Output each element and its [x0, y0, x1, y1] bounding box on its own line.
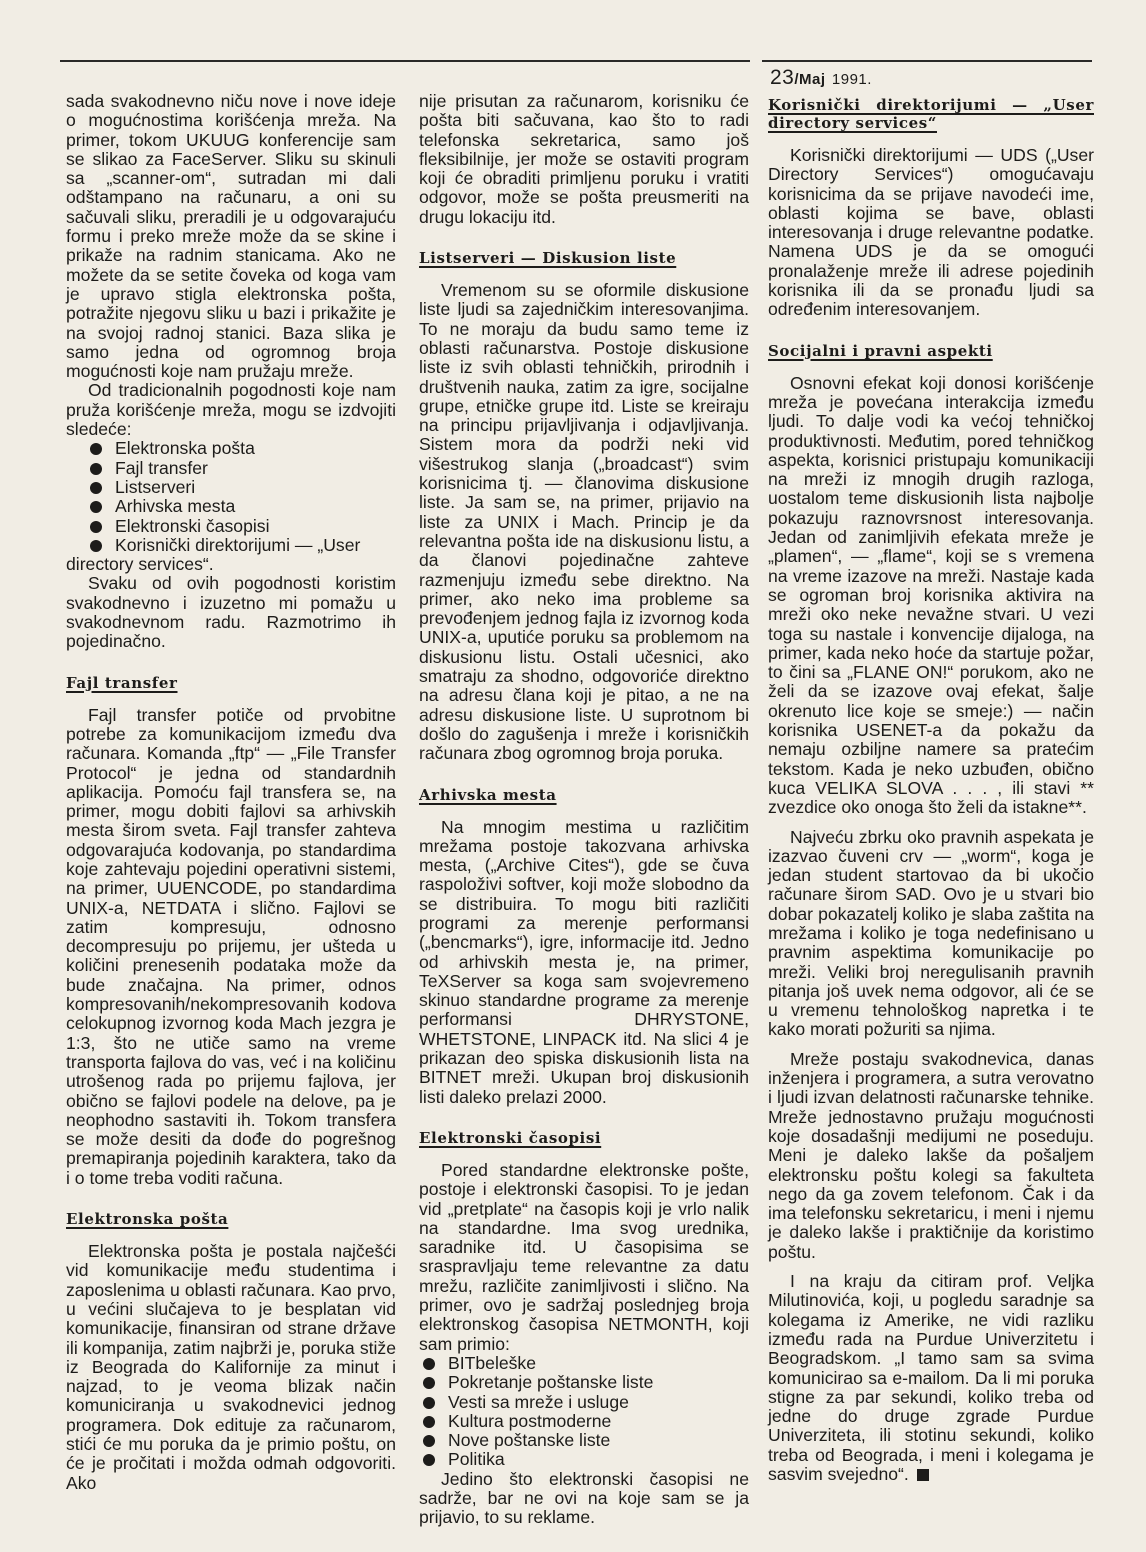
list-item: Elektronski časopisi: [88, 517, 396, 536]
section-heading-fajl-transfer: Fajl transfer: [66, 673, 178, 692]
column-1: [66, 92, 396, 1493]
section-heading-elektronska-posta: Elektronska pošta: [66, 1210, 229, 1229]
list-item: Arhivska mesta: [88, 497, 396, 516]
list-item: Nove poštanske liste: [421, 1431, 749, 1450]
section-heading-socijalni-i-pravni-aspekti: Socijalni i pravni aspekti: [768, 341, 993, 360]
page-month: /Maj: [794, 71, 826, 88]
paragraph: Jedino što elektronski časopisi ne sadrže, bar ne ovi na koje sam se ja prijavio, to su reklame.: [419, 1468, 749, 1528]
page-number: 23: [770, 66, 795, 89]
list-item: Elektronska pošta: [88, 439, 396, 458]
section-heading-arhivska-mesta: Arhivska mesta: [419, 785, 557, 804]
end-of-article-mark: [917, 1469, 929, 1481]
list-item: Politika: [421, 1450, 749, 1469]
top-rule-left: [60, 60, 750, 62]
paragraph: Elektronska pošta je postala najčešći vid komunikacije među studentima i zaposlenima u oblasti računara. Kao prvo, u većini slučajeva to je besplatan vid komunikacije, finansiran od strane države ili kompanija, zatim najbrži je, poruka stiže iz Beograda do Kalifornije za minut i najzad, to je veoma blizak način komuniciranja u svakodnevici jednog programera. Dok edituje za računarom, stići će mu poruka da je primio poštu, on će je pročitati i možda odmah odgovoriti. Ako: [66, 1241, 396, 1493]
paragraph: Korisnički direktorijumi — UDS („User Directory Services“) omogućavaju korisnicima da se prijave navodeći ime, oblasti kojima se bave, oblasti interesovanja i druge relevantne podatke. Namena UDS je da se omogući pronalaženje mreže ili adrese pojedinih korisnika ili da se pronađu ljudi sa određenim interesovanjem.: [768, 145, 1094, 320]
section-heading-elektronski-casopisi: Elektronski časopisi: [419, 1128, 602, 1147]
bullet-list: [419, 1354, 749, 1470]
list-item: Pokretanje poštanske liste: [421, 1373, 749, 1392]
paragraph: Svaku od ovih pogodnosti koristim svakodnevno i izuzetno mi pomažu u svakodnevnom radu. Razmotrimo ih pojedinačno.: [66, 573, 396, 652]
list-item: BITbeleške: [421, 1354, 749, 1373]
paragraph: Pored standardne elektronske pošte, postoje i elektronski časopisi. To je jedan vid „pretplate“ na časopis koji je vrlo nalik na standardne. Ima svog urednika, saradnike itd. U časopisima se sraspravljaju teme relevantne za datu mrežu, različite zanimljivosti i slično. Na primer, ovo je sadržaj poslednjeg broja elektronskog časopisa NETMONTH, koji sam primio:: [419, 1159, 749, 1354]
top-rule-right: [762, 60, 1092, 62]
paragraph: Na mnogim mestima u različitim mrežama postoje takozvana arhivska mesta, („Archive Cites“), gde se čuva raspoloživi softver, koji može slobodno da se distribuira. To mogu biti različiti programi za merenje performansi („bencmarks“), igre, informacije itd. Jedno od arhivskih mesta je, na primer, TeXServer sa koga sam svojevremeno skinuo standardne programe za merenje performansi DHRYSTONE, WHETSTONE, LINPACK itd. Na slici 4 je prikazan deo spiska diskusionih lista na BITNET mreži. Ukupan broj diskusionih listi daleko prelazi 2000.: [419, 816, 749, 1107]
list-item: Listserveri: [88, 478, 396, 497]
paragraph: [768, 1272, 1094, 1484]
column-3: [768, 92, 1094, 1484]
paragraph-text: I na kraju da citiram prof. Veljka Milutinovića, koji, u pogledu saradnje sa kolegama iz Amerike, ne vidi razliku između rada na Purdue Univerzitetu i Beogradskom. „I tamo sam sa svima komunicirao sa e-mailom. Da li mi poruka stigne za par sekundi, koliko treba od jedne do druge zgrade Purdue Univerziteta, ili stotinu sekundi, koliko treba od Beograda, i meni i kolegama je sasvim svejedno“.: [768, 1271, 1094, 1484]
section-heading-korisnicki-direktorijumi: Korisnički direktorijumi — „User directory services“: [768, 96, 1094, 132]
list-item: Fajl transfer: [88, 459, 396, 478]
list-item: Kultura postmoderne: [421, 1412, 749, 1431]
bullet-list: [66, 439, 396, 555]
paragraph: Najveću zbrku oko pravnih aspekata je izazvao čuveni crv — „worm“, koga je jedan student startovao da bi ukočio računare širom SAD. Ovo je u stvari bio dobar pokazatelj koliko je slaba zaštita na mrežama i koliko je toga nedefinisano u pravnim aspektima komunikacije po mreži. Veliki broj neregulisanih pravnih pitanja još uvek nema odgovor, ali će se u vremenu tehnološkog napretka i te kako morati požuriti sa njima.: [768, 826, 1094, 1040]
paragraph: Vremenom su se oformile diskusione liste ljudi sa zajedničkim interesovanjima. To ne moraju da budu samo teme iz oblasti računarstva. Postoje diskusione liste iz svih oblasti tehničkih, prirodnih i društvenih nauka, zatim za igre, socijalne grupe, etničke grupe itd. Liste se kreiraju na principu prijavljivanja i odjavljivanja. Sistem mora da podrži neki vid višestrukog slanja („broadcast“) svim korisnicima tj. — članovima diskusione liste. Ja sam se, na primer, prijavio na liste za UNIX i Mach. Princip je da relevantna pošta ide na diskusionu listu, a da članovi pojedinačne zahteve razmenjuju između sebe direktno. Na primer, ako neko ima probleme sa prevođenjem jednog fajla iz izvornog koda UNIX-a, uputiće poruku sa problemom na diskusionu listu. Ostali učesnici, ako smatraju za shodno, odgovoriće direktno na adresu člana koji je pitao, a ne na adresu diskusione liste. U suprotnom bi došlo do zagušenja i mreže i korisničkih računara zbog ogromnog broja poruka.: [419, 280, 749, 764]
section-heading-listserveri: Listserveri — Diskusion liste: [419, 249, 677, 268]
column-2: [419, 92, 749, 1528]
list-item: Vesti sa mreže i usluge: [421, 1393, 749, 1412]
paragraph: nije prisutan za računarom, korisniku će pošta biti sačuvana, kao što to radi telefonska sekretarica, samo još fleksibilnije, jer može se ostaviti program koji će obraditi primljenu poruku i vratiti odgovor, može se pošta preusmeriti na drugu lokaciju itd.: [419, 91, 749, 227]
paragraph: directory services“.: [66, 554, 214, 575]
page-header: [770, 66, 872, 90]
list-item: Korisnički direktorijumi — „User: [88, 536, 396, 555]
paragraph: sada svakodnevno niču nove i nove ideje o mogućnostima korišćenja mreža. Na primer, tokom UKUUG konferencije sam se slikao za FaceServer. Sliku su skinuli sa „scanner-om“, sutradan mi dali odštampano na računaru, a oni su sačuvali sliku, preradili je u odgovarajuću formu i preko mreže može da se skine i prikaže na radnim stanicama. Ako ne možete da se setite čoveka od koga vam je upravo stigla elektronska pošta, potražite njegovu sliku u bazi i prikažite je na svojoj radnoj stanici. Baza slika je samo jedna od ogromnog broja mogućnosti koje nam pružaju mreže.: [66, 91, 396, 382]
paragraph: Fajl transfer potiče od prvobitne potrebe za komunikacijom između dva računara. Komanda „ftp“ — „File Transfer Protocol“ je jedna od standardnih aplikacija. Pomoću fajl transfera se, na primer, mogu dobiti fajlovi sa arhivskih mesta širom sveta. Fajl transfer zahteva odgovarajuća kodovanja, po standardima koje zahtevaju pojedini operativni sistemi, na primer, UUENCODE, po standardima UNIX-a, NETDATA i slično. Fajlovi se zatim kompresuju, odnosno decompresuju po prijemu, jer ušteda u količini prenesenih podataka može da bude značajna. Na primer, odnos kompresovanih/nekompresovanih kodova celokupnog izvornog koda Mach jezgra je 1:3, što ne utiče samo na vreme transporta fajlova do vas, već i na količinu utrošenog rada po prijemu fajlova, jer obično se fajlovi podele na delove, pa je neophodno sastaviti ih. Tokom transfera se može desiti da dođe do pogrešnog premapiranja pojedinih karaktera, tako da i o tome treba voditi računa.: [66, 704, 396, 1188]
page-year: 1991.: [831, 71, 872, 88]
paragraph: Osnovni efekat koji donosi korišćenje mreža je povećana interakcija između ljudi. To dalje vodi ka većoj tehničkoj produktivnosti. Međutim, pored tehničkog aspekta, korisnici pristupaju komunikaciji na mreži iz mnogih drugih razloga, uostalom teme diskusionih lista najbolje pokazuju raznovrsnost interesovanja. Jedan od zanimljivih efekata mreže je „plamen“, — „flame“, koji se s vremena na vreme izazove na mreži. Nastaje kada se ogroman broj korisnika aktivira na mreži oko neke nevažne stvari. U vezi toga su nastale i konvencije dijaloga, na primer, kada neko hoće da startuje požar, to čini sa „FLANE ON!“ porukom, ako ne želi da se izazove ovaj efekat, šalje okrenuto lice koje se smeje:) — način korisnika USENET-a da pokažu da nemaju ozbiljne namere sa pratećim tekstom. Kada je neko uzbuđen, obično kuca VELIKA SLOVA . . . , ili stavi ** zvezdice oko onoga što želi da istakne**.: [768, 372, 1094, 818]
paragraph: Od tradicionalnih pogodnosti koje nam pruža korišćenje mreža, mogu se izdvojiti sledeće:: [66, 380, 396, 440]
paragraph: Mreže postaju svakodnevica, danas inženjera i programera, a sutra verovatno i ljudi izvan delatnosti računarske tehnike. Mreže jednostavno pružaju mogućnosti koje dosadašnji medijumi ne poseduju. Meni je daleko lakše da pošaljem elektronsku poštu kolegi sa fakulteta nego da ga zovem telefonom. Čak i da ima telefonsku sekretaricu, i meni i njemu je daleko lakše i praktičnije da koristimo poštu.: [768, 1048, 1094, 1262]
